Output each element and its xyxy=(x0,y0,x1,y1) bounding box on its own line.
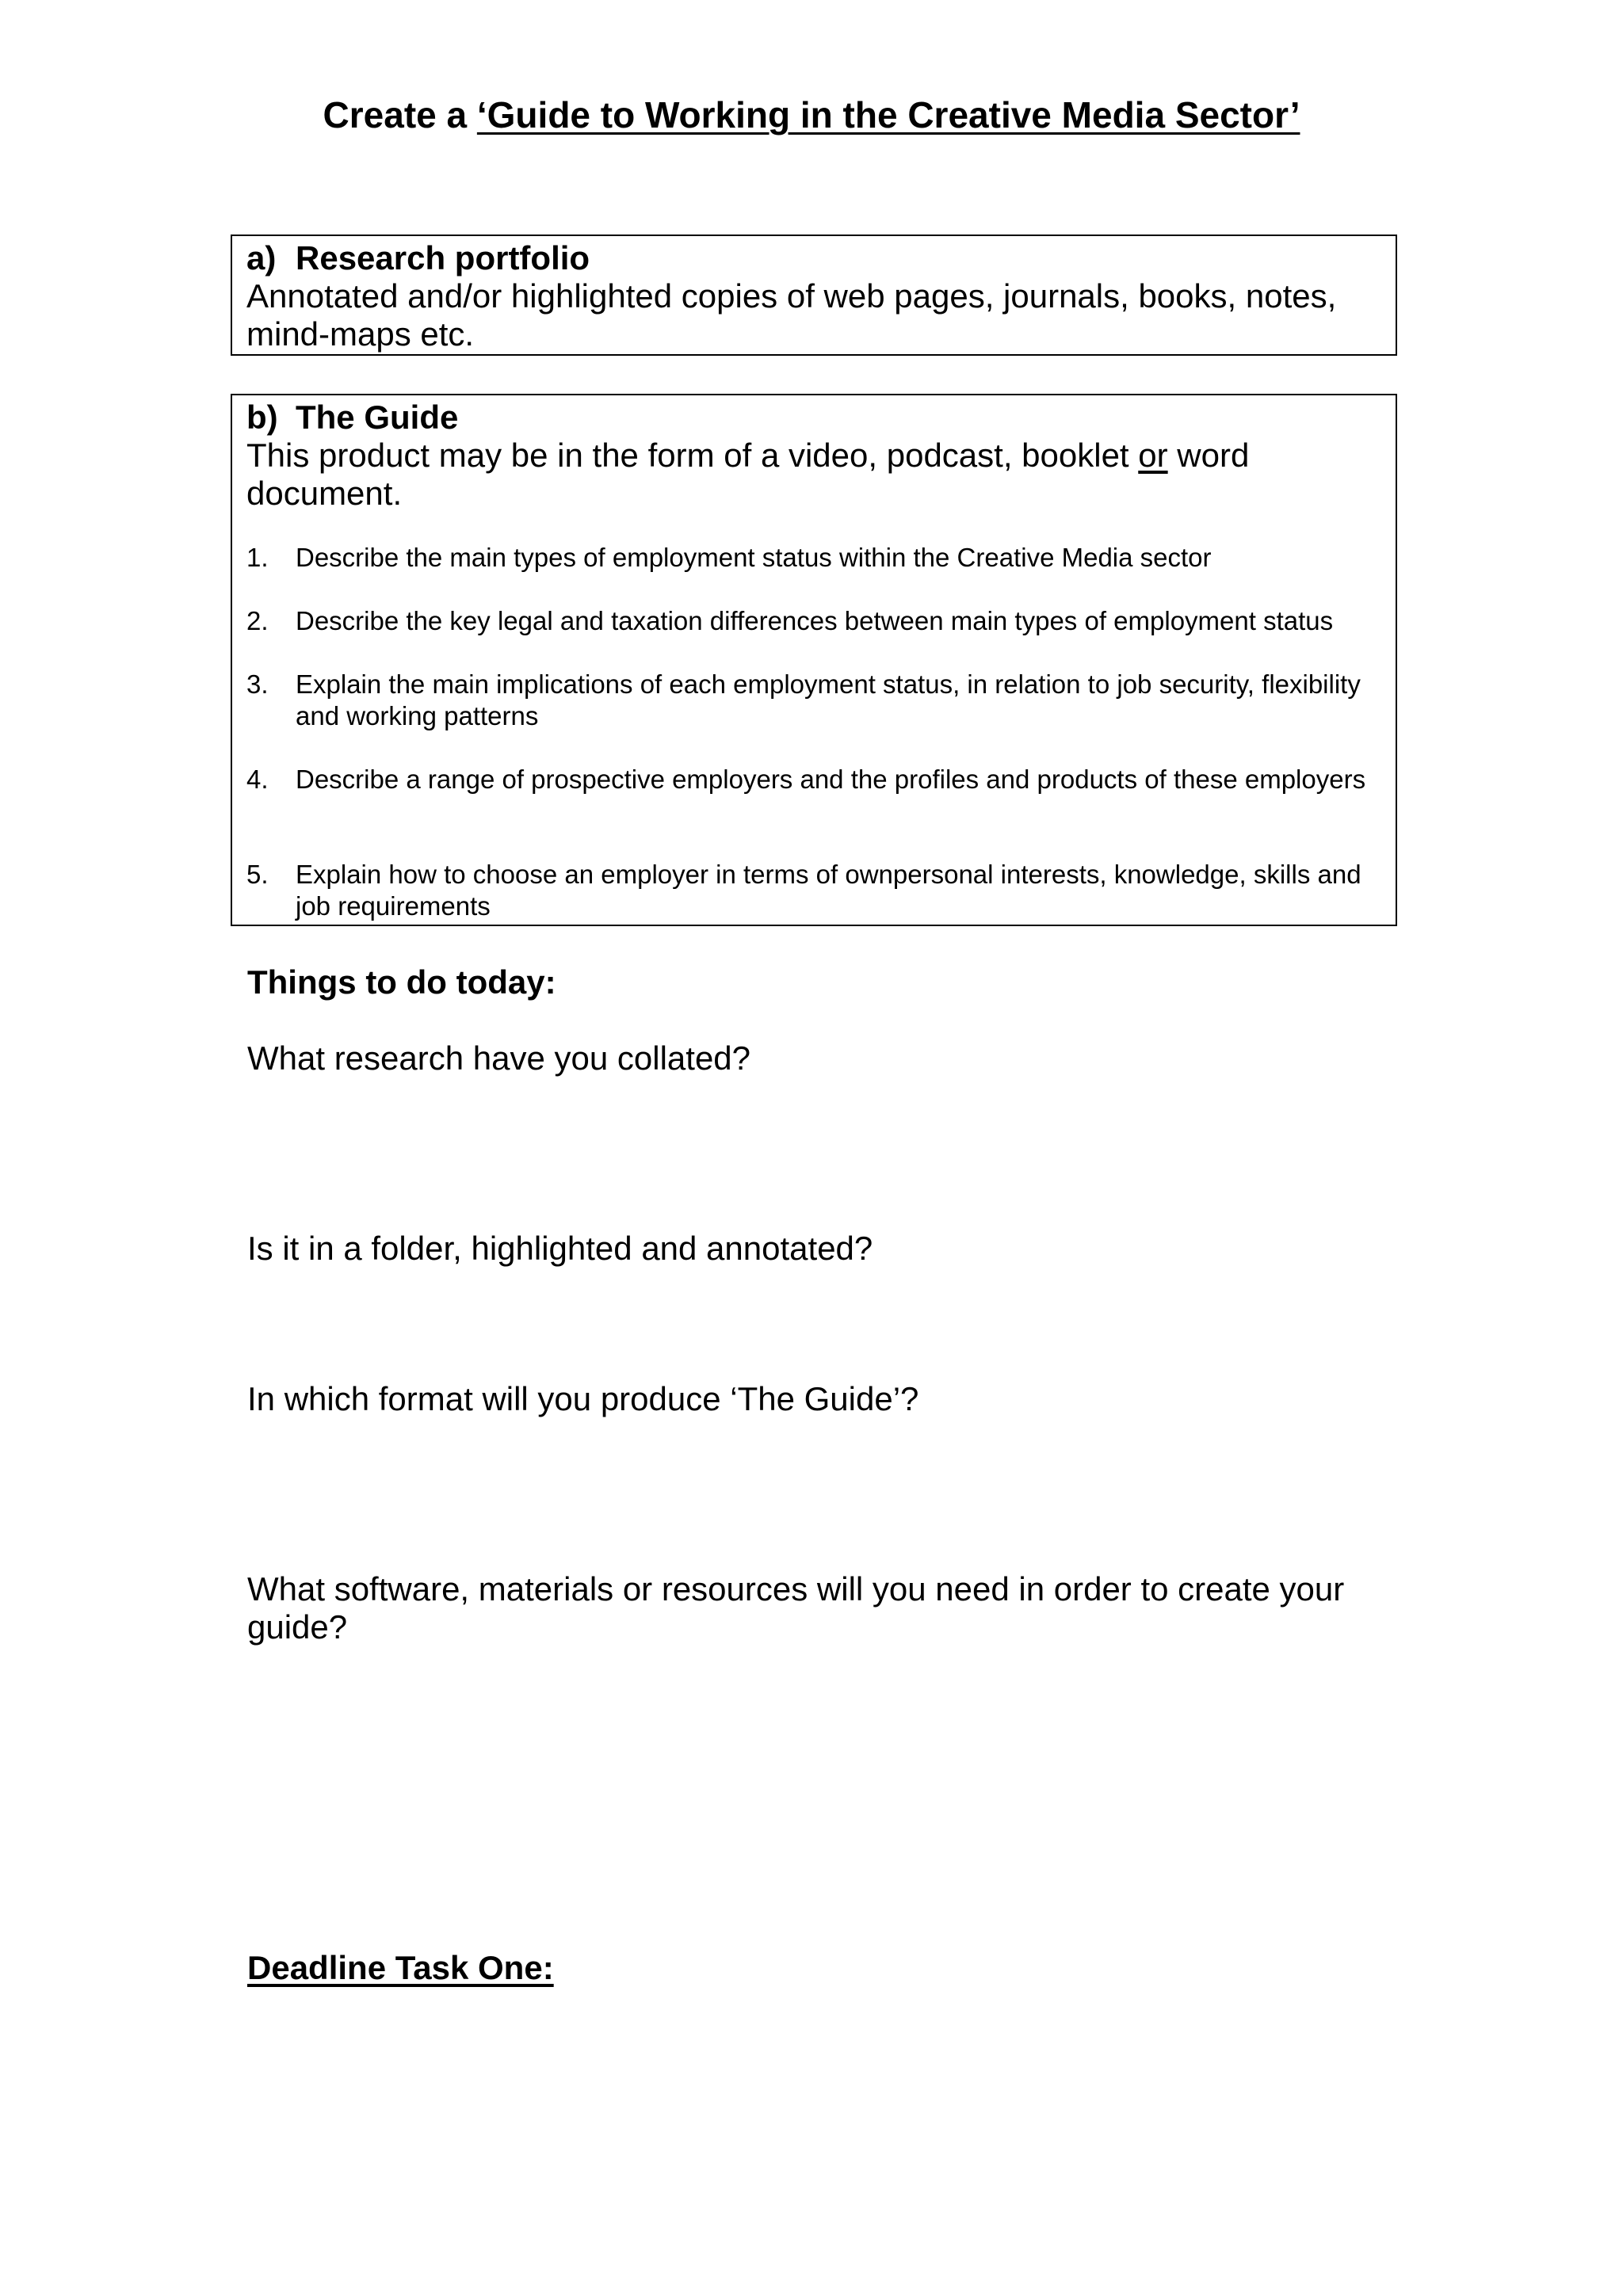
task-number: 1. xyxy=(246,543,269,572)
description-underlined-or: or xyxy=(1138,437,1168,474)
task-item xyxy=(246,764,1380,795)
the-guide-description xyxy=(246,437,1381,513)
deadline-heading: Deadline Task One: xyxy=(247,1949,554,1986)
question-format: In which format will you produce ‘The Guide’? xyxy=(247,1380,919,1417)
task-text: Explain the main implications of each employment status, in relation to job security, flexibility and working patterns xyxy=(296,669,1361,730)
the-guide-box xyxy=(231,394,1397,926)
task-number: 3. xyxy=(246,669,269,699)
question-research-collated: What research have you collated? xyxy=(247,1039,751,1077)
section-b-letter: b) xyxy=(246,399,278,436)
research-portfolio-box xyxy=(231,235,1397,356)
description-part-1: This product may be in the form of a video, podcast, booklet xyxy=(246,437,1139,474)
the-guide-heading xyxy=(246,399,1381,437)
task-item xyxy=(246,542,1380,574)
title-prefix: Create a xyxy=(323,94,477,135)
section-b-title: The Guide xyxy=(296,399,459,436)
page-title xyxy=(0,93,1623,136)
task-number: 4. xyxy=(246,765,269,794)
task-number: 5. xyxy=(246,860,269,889)
question-folder: Is it in a folder, highlighted and annotated? xyxy=(247,1230,873,1267)
task-number: 2. xyxy=(246,606,269,635)
task-text: Explain how to choose an employer in terms of ownpersonal interests, knowledge, skills and job requirements xyxy=(296,860,1361,921)
research-portfolio-heading xyxy=(246,239,1381,277)
task-text: Describe the main types of employment status within the Creative Media sector xyxy=(296,543,1212,572)
task-item xyxy=(246,605,1380,637)
question-software: What software, materials or resources will you need in order to create your guide? xyxy=(247,1570,1345,1646)
title-emphasis: ‘Guide to Working in the Creative Media Sector’ xyxy=(476,94,1300,135)
section-a-letter: a) xyxy=(246,239,277,277)
task-text: Describe the key legal and taxation differences between main types of employment status xyxy=(296,606,1334,635)
description-part-2: word document. xyxy=(246,437,1250,512)
task-item xyxy=(246,859,1380,922)
task-item xyxy=(246,669,1380,732)
things-to-do-heading: Things to do today: xyxy=(247,963,556,1001)
section-a-title: Research portfolio xyxy=(296,239,590,277)
task-text: Describe a range of prospective employers and the profiles and products of these employers xyxy=(296,765,1366,794)
research-portfolio-description: Annotated and/or highlighted copies of web pages, journals, books, notes, mind-maps etc. xyxy=(246,277,1337,353)
